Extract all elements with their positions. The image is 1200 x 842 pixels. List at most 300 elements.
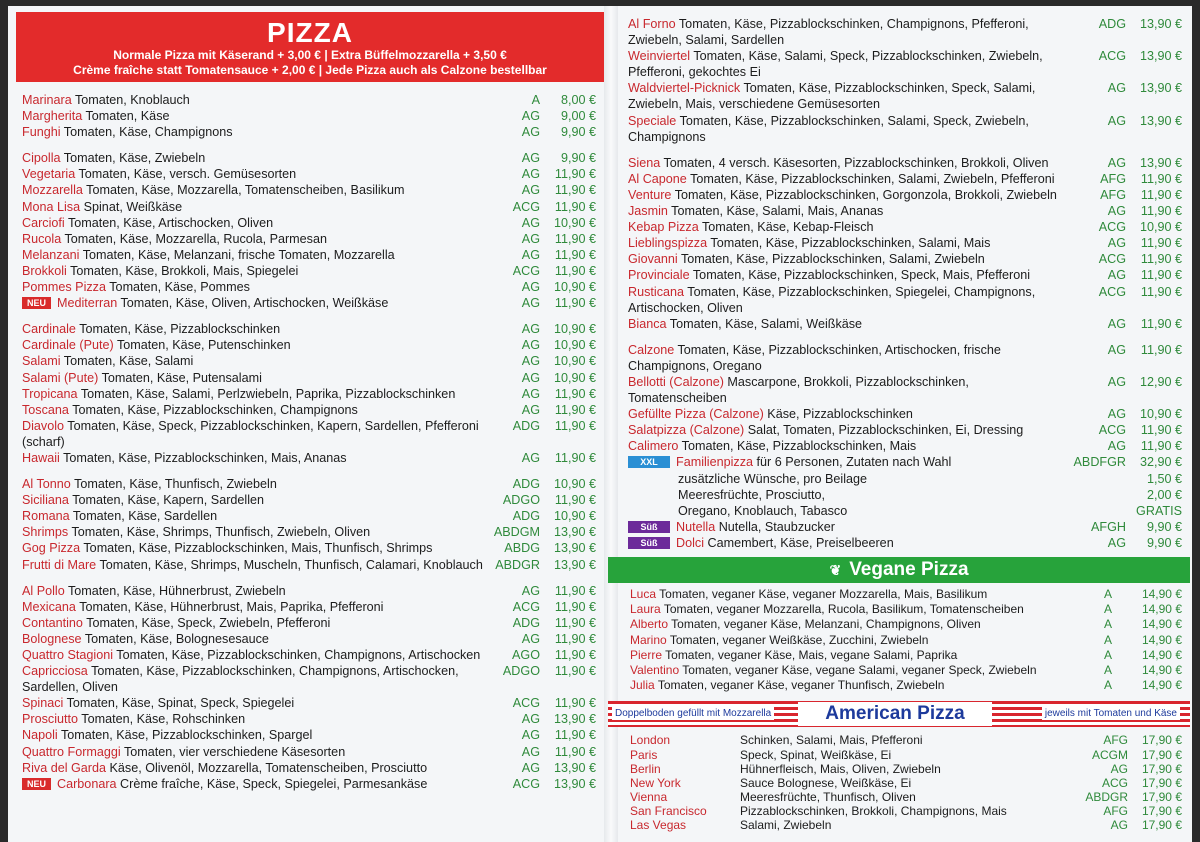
item-ingredients: Nutella, Staubzucker	[718, 519, 835, 534]
allergen-code: AG	[1110, 817, 1128, 832]
menu-item	[22, 524, 604, 540]
item-badge: XXL	[628, 456, 670, 468]
allergen-code: ABDGR	[495, 557, 540, 572]
item-price: 11,90 €	[554, 183, 596, 198]
family-extra-row	[622, 503, 1190, 519]
item-price: 14,90 €	[1141, 587, 1182, 601]
allergen-code: ADG	[1098, 17, 1126, 31]
item-ingredients: Tomaten, veganer Käse, Mais, vegane Salami, Paprika	[665, 647, 958, 662]
item-price: 17,90 €	[1141, 775, 1182, 790]
item-name: Marinara	[22, 93, 72, 107]
item-ingredients: Tomaten, Knoblauch	[74, 93, 190, 107]
item-price: 11,90 €	[1140, 187, 1182, 202]
item-name: Speciale	[628, 113, 677, 128]
allergen-code: ACG	[1098, 284, 1126, 299]
item-ingredients: Tomaten, Käse, Putensalami	[101, 370, 262, 385]
item-name: Carbonara	[57, 776, 117, 791]
menu-item	[628, 113, 1190, 145]
item-ingredients: Tomaten, Käse, Zwiebeln	[63, 151, 206, 166]
item-price: 13,90 €	[1139, 155, 1182, 170]
item-price: 17,90 €	[1141, 803, 1182, 818]
item-name: Las Vegas	[630, 817, 687, 832]
item-price: 11,90 €	[554, 199, 596, 214]
item-name: Bellotti (Calzone)	[628, 374, 724, 389]
item-price: 11,90 €	[1140, 342, 1182, 357]
allergen-code: AG	[521, 402, 540, 417]
item-name: Siena	[628, 155, 661, 170]
allergen-code: A	[1104, 602, 1113, 617]
item-ingredients: Käse, Olivenöl, Mozzarella, Tomatenscheiben, Prosciutto	[109, 760, 428, 775]
item-name: Marino	[630, 632, 667, 647]
item-price: 11,90 €	[554, 648, 596, 662]
item-ingredients: Tomaten, Käse, Champignons	[63, 125, 233, 140]
item-price: 10,90 €	[553, 322, 596, 337]
item-price: 11,90 €	[554, 728, 596, 743]
allergen-code: ACGM	[1092, 747, 1128, 762]
allergen-code: AG	[521, 760, 540, 775]
item-price: 11,90 €	[1140, 236, 1182, 251]
item-price: 11,90 €	[1140, 204, 1182, 219]
item-name: Frutti di Mare	[22, 557, 97, 572]
menu-item	[22, 182, 604, 198]
item-price: 11,90 €	[554, 231, 596, 246]
allergen-code: AG	[521, 386, 540, 401]
menu-item	[622, 587, 1190, 602]
item-ingredients: Spinat, Weißkäse	[83, 199, 183, 214]
menu-item	[22, 647, 604, 663]
item-ingredients: Tomaten, Käse, Rohschinken	[81, 712, 246, 727]
item-name: Mozzarella	[22, 183, 83, 198]
menu-item	[22, 476, 604, 492]
item-ingredients: Mascarpone, Brokkoli, Pizzablockschinken, Tomatenscheiben	[628, 374, 969, 406]
item-name: Julia	[630, 678, 655, 693]
american-list	[622, 733, 1190, 832]
allergen-code: AG	[1107, 81, 1126, 96]
menu-item	[628, 284, 1190, 316]
allergen-code: AG	[521, 744, 540, 759]
american-title: American Pizza	[798, 702, 992, 726]
menu-item	[22, 321, 604, 337]
item-ingredients: Meeresfrüchte, Thunfisch, Oliven	[740, 789, 916, 804]
menu-item	[628, 535, 1190, 551]
item-name: Pommes Pizza	[22, 280, 106, 295]
menu-item	[628, 235, 1190, 251]
item-ingredients: Tomaten, Käse, Kapern, Sardellen	[72, 493, 265, 508]
page-title: PIZZA	[267, 17, 353, 48]
item-price: 10,90 €	[1139, 220, 1182, 235]
menu-item	[628, 267, 1190, 283]
menu-group	[628, 342, 1190, 471]
item-name: Vienna	[630, 789, 668, 804]
allergen-code: ABDFGR	[1073, 455, 1126, 470]
item-name: Riva del Garda	[22, 760, 106, 775]
menu-item	[22, 492, 604, 508]
item-name: Valentino	[630, 663, 680, 678]
left-menu-list	[16, 92, 604, 792]
menu-item	[22, 402, 604, 418]
item-name: Nutella	[676, 519, 716, 534]
item-name: Kebap Pizza	[628, 220, 699, 235]
menu-item	[622, 602, 1190, 617]
item-price: 9,90 €	[1146, 519, 1182, 534]
item-price: 17,90 €	[1141, 733, 1182, 748]
menu-item	[22, 760, 604, 776]
extra-text: Oregano, Knoblauch, Tabasco	[678, 503, 848, 518]
right-column	[615, 6, 1190, 832]
menu-item	[22, 370, 604, 386]
item-name: Bianca	[628, 316, 667, 331]
item-name: Provinciale	[628, 268, 690, 283]
menu-item	[22, 727, 604, 743]
item-ingredients: Tomaten, Käse, Pizzablockschinken, Salami, Speck, Zwiebeln, Champignons	[628, 113, 1029, 144]
extra-price: GRATIS	[1136, 503, 1182, 518]
item-name: Salami	[22, 354, 61, 369]
item-price: 11,90 €	[1140, 171, 1182, 186]
item-price: 10,90 €	[553, 280, 596, 295]
allergen-code: AG	[521, 296, 540, 311]
item-ingredients: Tomaten, Käse, Thunfisch, Zwiebeln	[74, 477, 277, 492]
item-ingredients: Tomaten, Käse, Pizzablockschinken, Gorgonzola, Brokkoli, Zwiebeln	[674, 187, 1057, 202]
allergen-code: A	[1104, 617, 1113, 632]
item-price: 11,90 €	[554, 386, 596, 401]
item-price: 17,90 €	[1141, 747, 1182, 762]
vegan-header	[608, 557, 1190, 583]
item-ingredients: Tomaten, Käse, Pizzablockschinken, Speck, Mais, Pfefferoni	[692, 268, 1031, 283]
allergen-code: AGO	[512, 648, 540, 662]
item-name: Melanzani	[22, 247, 80, 262]
item-ingredients: Pizzablockschinken, Brokkoli, Champignons, Mais	[740, 803, 1007, 818]
menu-item	[22, 631, 604, 647]
menu-item	[628, 342, 1190, 374]
allergen-code: A	[531, 93, 540, 107]
menu-item	[628, 155, 1190, 171]
allergen-code: ACG	[1098, 49, 1126, 64]
header-line-2: Crème fraîche statt Tomatensauce + 2,00 € | Jede Pizza auch als Calzone bestellbar	[73, 63, 547, 77]
item-ingredients: Tomaten, Käse, Shrimps, Muscheln, Thunfisch, Calamari, Knoblauch	[99, 557, 483, 572]
item-ingredients: Salat, Tomaten, Pizzablockschinken, Ei, Dressing	[747, 423, 1024, 438]
menu-item	[622, 633, 1190, 648]
item-name: Margherita	[22, 109, 83, 124]
item-ingredients: Tomaten, Käse, Pizzablockschinken, Artischocken, frische Champignons, Oregano	[628, 342, 1001, 373]
allergen-code: AG	[521, 151, 540, 166]
item-ingredients: Tomaten, Käse, Speck, Zwiebeln, Pfefferoni	[86, 615, 331, 630]
allergen-code: AG	[521, 125, 540, 140]
item-name: Alberto	[630, 617, 669, 632]
item-price: 9,90 €	[560, 151, 596, 166]
item-price: 11,90 €	[1140, 439, 1182, 454]
allergen-code: AG	[521, 231, 540, 246]
menu-item	[628, 374, 1190, 406]
item-price: 10,90 €	[1139, 407, 1182, 422]
item-ingredients: Camembert, Käse, Preiselbeeren	[707, 535, 894, 550]
item-name: Salami (Pute)	[22, 370, 99, 385]
item-ingredients: Tomaten, Käse, Hühnerbrust, Mais, Paprika, Pfefferoni	[79, 599, 384, 614]
menu-item	[22, 615, 604, 631]
american-header	[608, 701, 1190, 727]
vegan-title: Vegane Pizza	[849, 559, 969, 580]
menu-group	[628, 16, 1190, 145]
item-price: 11,90 €	[554, 247, 596, 262]
allergen-code: ADGO	[502, 493, 540, 508]
item-price: 11,90 €	[554, 167, 596, 182]
allergen-code: AFG	[1103, 733, 1128, 748]
item-price: 13,90 €	[1139, 49, 1182, 64]
allergen-code: AFG	[1103, 803, 1128, 818]
item-ingredients: Tomaten, Käse, Salami	[63, 354, 194, 369]
allergen-code: AG	[521, 631, 540, 646]
menu-item	[22, 557, 604, 573]
menu-item	[22, 583, 604, 599]
allergen-code: AG	[1107, 535, 1126, 550]
menu-group	[22, 150, 604, 311]
menu-group	[628, 155, 1190, 332]
item-name: Calimero	[628, 439, 679, 454]
item-ingredients: Tomaten, Käse, Pizzablockschinken, Salami, Zwiebeln	[681, 252, 985, 267]
item-ingredients: Tomaten, Käse, Brokkoli, Mais, Spiegelei	[70, 263, 299, 278]
item-name: Spinaci	[22, 696, 64, 711]
item-price: 11,90 €	[554, 615, 596, 630]
allergen-code: ACG	[512, 263, 540, 278]
item-name: Quattro Formaggi	[22, 744, 121, 759]
extra-text: Meeresfrüchte, Prosciutto,	[678, 487, 825, 502]
menu-item	[628, 438, 1190, 454]
item-badge: NEU	[22, 297, 51, 309]
item-ingredients: Tomaten, Käse, Pizzablockschinken, Speck, Salami, Zwiebeln, Mais, verschiedene Gemüsesorten	[628, 81, 1036, 112]
item-ingredients: Tomaten, Käse, Pizzablockschinken, Salami, Zwiebeln, Pfefferoni	[690, 171, 1055, 186]
item-name: Cipolla	[22, 151, 61, 166]
item-badge: Süß	[628, 521, 670, 533]
allergen-code: AG	[1107, 113, 1126, 128]
allergen-code: AG	[521, 370, 540, 385]
item-name: Diavolo	[22, 418, 64, 433]
item-ingredients: Tomaten, Käse, Pizzablockschinken	[79, 322, 281, 337]
item-name: Familienpizza	[676, 455, 753, 470]
item-ingredients: Tomaten, Käse, Mozzarella, Rucola, Parmesan	[64, 231, 327, 246]
item-price: 10,90 €	[553, 215, 596, 230]
item-ingredients: Tomaten, veganer Mozzarella, Rucola, Basilikum, Tomatenscheiben	[663, 602, 1024, 617]
american-item	[622, 733, 1190, 747]
allergen-code: AG	[1107, 374, 1126, 389]
item-price: 13,90 €	[553, 760, 596, 775]
allergen-code: AG	[1107, 236, 1126, 251]
menu-item	[22, 124, 604, 140]
item-price: 13,90 €	[553, 541, 596, 556]
allergen-code: ACG	[1098, 423, 1126, 438]
item-ingredients: Tomaten, Käse, Pizzablockschinken, Champignons	[72, 402, 358, 417]
item-ingredients: Tomaten, Käse, Pizzablockschinken, Mais, Thunfisch, Shrimps	[83, 541, 433, 556]
item-ingredients: Tomaten, Käse, Pommes	[109, 280, 250, 295]
menu-item	[628, 187, 1190, 203]
item-ingredients: Tomaten, Käse, Pizzablockschinken, Champignons, Artischocken	[116, 648, 481, 662]
item-price: 11,90 €	[554, 696, 596, 711]
item-ingredients: Tomaten, Käse, Hühnerbrust, Zwiebeln	[67, 583, 286, 598]
item-ingredients: Tomaten, Käse, Salami, Speck, Pizzablockschinken, Zwiebeln, Pfefferoni, gekochtes Ei	[628, 49, 1043, 80]
item-name: Dolci	[676, 535, 704, 550]
item-name: Berlin	[630, 761, 661, 776]
item-name: Luca	[630, 587, 657, 601]
menu-item	[22, 92, 604, 108]
allergen-code: AFG	[1100, 171, 1126, 186]
menu-item	[22, 231, 604, 247]
item-ingredients: Tomaten, veganer Käse, vegane Salami, veganer Speck, Zwiebeln	[682, 663, 1037, 678]
item-name: Capricciosa	[22, 664, 88, 679]
item-price: 13,90 €	[553, 525, 596, 540]
item-ingredients: Tomaten, Käse, Pizzablockschinken, Champignons, Pfefferoni, Zwiebeln, Salami, Sardellen	[628, 17, 1029, 48]
item-price: 12,90 €	[1139, 374, 1182, 389]
allergen-code: ADGO	[502, 664, 540, 679]
item-name: Pierre	[630, 647, 663, 662]
item-name: Gog Pizza	[22, 541, 81, 556]
menu-item	[22, 711, 604, 727]
allergen-code: ADG	[512, 615, 540, 630]
item-name: Al Tonno	[22, 477, 71, 492]
menu-group	[22, 583, 604, 792]
item-ingredients: Tomaten, Käse, Pizzablockschinken, Champignons, Artischocken, Sardellen, Oliven	[22, 664, 459, 695]
menu-item	[622, 617, 1190, 632]
item-ingredients: Tomaten, Käse, Pizzablockschinken, Salami, Mais	[710, 236, 991, 251]
item-ingredients: Tomaten, Käse	[85, 109, 170, 124]
item-name: Rusticana	[628, 284, 685, 299]
item-price: 11,90 €	[554, 583, 596, 598]
item-ingredients: Sauce Bolognese, Weißkäse, Ei	[740, 775, 912, 790]
sweet-list	[622, 519, 1190, 551]
allergen-code: ABDGR	[1085, 789, 1128, 804]
item-price: 10,90 €	[553, 477, 596, 492]
item-price: 17,90 €	[1141, 817, 1182, 832]
allergen-code: AG	[521, 109, 540, 124]
item-ingredients: Tomaten, Käse, Mozzarella, Tomatenscheiben, Basilikum	[86, 183, 405, 198]
extra-price: 1,50 €	[1146, 471, 1182, 486]
item-name: Mexicana	[22, 599, 76, 614]
allergen-code: AG	[521, 450, 540, 465]
item-ingredients: Tomaten, Käse, Melanzani, frische Tomaten, Mozzarella	[82, 247, 395, 262]
item-price: 10,90 €	[553, 509, 596, 524]
pizza-header	[16, 12, 604, 82]
menu-item	[22, 744, 604, 760]
item-name: Bolognese	[22, 631, 82, 646]
menu-item	[22, 418, 604, 450]
item-price: 13,90 €	[1139, 113, 1182, 128]
item-ingredients: Tomaten, veganer Weißkäse, Zucchini, Zwiebeln	[669, 632, 929, 647]
item-price: 8,00 €	[560, 93, 596, 107]
header-line-1: Normale Pizza mit Käserand + 3,00 € | Extra Büffelmozzarella + 3,50 €	[113, 48, 507, 62]
menu-item	[22, 663, 604, 695]
menu-item	[22, 508, 604, 524]
allergen-code: A	[1104, 678, 1113, 693]
allergen-code: AG	[1107, 155, 1126, 170]
item-name: Waldviertel-Picknick	[628, 81, 741, 96]
item-ingredients: für 6 Personen, Zutaten nach Wahl	[756, 455, 952, 470]
item-ingredients: Tomaten, Käse, Spinat, Speck, Spiegelei	[66, 696, 295, 711]
item-price: 11,90 €	[1140, 316, 1182, 331]
menu-item	[622, 678, 1190, 693]
allergen-code: A	[1104, 663, 1113, 678]
american-item	[622, 790, 1190, 804]
item-price: 11,90 €	[554, 402, 596, 417]
item-ingredients: Tomaten, Käse, versch. Gemüsesorten	[78, 167, 297, 182]
right-menu-list	[622, 16, 1190, 471]
allergen-code: AG	[1107, 204, 1126, 219]
item-price: 11,90 €	[1140, 268, 1182, 283]
item-price: 11,90 €	[554, 744, 596, 759]
allergen-code: AFG	[1100, 187, 1126, 202]
item-price: 11,90 €	[554, 296, 596, 311]
item-ingredients: Tomaten, Käse, Pizzablockschinken, Spiegelei, Champignons, Artischocken, Oliven	[628, 284, 1036, 315]
menu-item	[628, 16, 1190, 48]
menu-item	[628, 48, 1190, 80]
item-name: Hawaii	[22, 450, 60, 465]
menu-item	[22, 337, 604, 353]
menu-item	[22, 295, 604, 311]
item-price: 13,90 €	[553, 776, 596, 791]
allergen-code: AG	[521, 215, 540, 230]
extra-text: zusätzliche Wünsche, pro Beilage	[678, 471, 868, 486]
allergen-code: AG	[521, 247, 540, 262]
menu-item	[628, 203, 1190, 219]
item-price: 10,90 €	[553, 338, 596, 353]
item-price: 11,90 €	[1140, 284, 1182, 299]
allergen-code: AG	[1107, 342, 1126, 357]
allergen-code: A	[1104, 647, 1113, 662]
item-name: Shrimps	[22, 525, 69, 540]
family-extra-row	[622, 471, 1190, 487]
item-ingredients: Tomaten, Käse, Shrimps, Thunfisch, Zwiebeln, Oliven	[71, 525, 371, 540]
item-price: 17,90 €	[1141, 761, 1182, 776]
item-name: Siciliana	[22, 493, 69, 508]
family-extra-row	[622, 487, 1190, 503]
menu-item	[22, 695, 604, 711]
item-ingredients: Tomaten, Käse, Pizzablockschinken, Mais	[681, 439, 917, 454]
item-price: 11,90 €	[1140, 423, 1182, 438]
menu-item	[628, 406, 1190, 422]
item-ingredients: Schinken, Salami, Mais, Pfefferoni	[740, 733, 923, 748]
allergen-code: AG	[1107, 439, 1126, 454]
american-item	[622, 762, 1190, 776]
menu-item	[22, 263, 604, 279]
item-name: Carciofi	[22, 215, 65, 230]
allergen-code: ACG	[1098, 220, 1126, 235]
american-item	[622, 748, 1190, 762]
item-price: 10,90 €	[553, 354, 596, 369]
menu-item	[22, 108, 604, 124]
menu-item	[628, 454, 1190, 470]
item-name: Contantino	[22, 615, 83, 630]
allergen-code: AG	[521, 728, 540, 743]
american-left-note: Doppelboden gefüllt mit Mozzarella	[612, 707, 774, 720]
item-name: San Francisco	[630, 803, 707, 818]
allergen-code: AG	[521, 354, 540, 369]
left-column	[16, 6, 604, 792]
item-price: 13,90 €	[553, 557, 596, 572]
item-price: 14,90 €	[1141, 617, 1182, 632]
item-name: Brokkoli	[22, 263, 67, 278]
menu-item	[622, 663, 1190, 678]
allergen-code: AG	[1107, 407, 1126, 422]
item-name: Funghi	[22, 125, 61, 140]
item-price: 13,90 €	[1139, 17, 1182, 31]
item-name: Laura	[630, 602, 661, 617]
item-ingredients: Tomaten, vier verschiedene Käsesorten	[123, 744, 346, 759]
menu-group	[22, 476, 604, 573]
item-price: 17,90 €	[1141, 789, 1182, 804]
item-name: Venture	[628, 187, 672, 202]
allergen-code: A	[1104, 632, 1113, 647]
item-price: 11,90 €	[554, 631, 596, 646]
item-price: 11,90 €	[554, 664, 596, 679]
item-name: Al Pollo	[22, 583, 65, 598]
american-right-note: jeweils mit Tomaten und Käse	[1042, 707, 1180, 720]
menu-item	[22, 386, 604, 402]
